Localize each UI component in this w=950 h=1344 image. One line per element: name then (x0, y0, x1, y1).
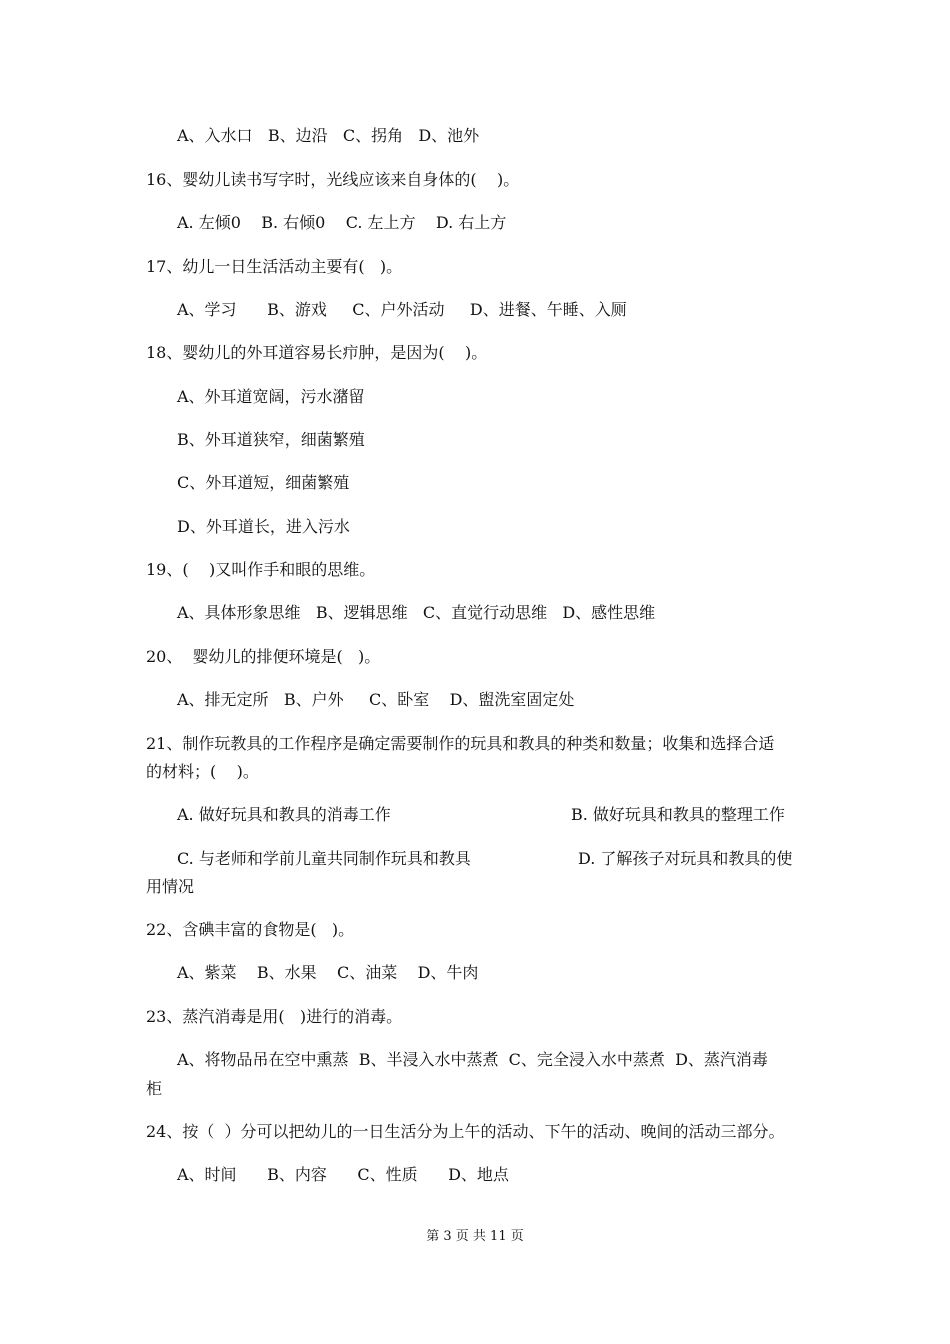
q15-options: A、入水口 B、边沿 C、拐角 D、池外 (177, 126, 480, 145)
q23-options-line2: 柜 (146, 1079, 163, 1098)
q21-stem-line1: 21、制作玩教具的工作程序是确定需要制作的玩具和教具的种类和数量；收集和选择合适 (146, 734, 775, 753)
q21-option-b: B. 做好玩具和教具的整理工作 (571, 805, 785, 824)
q19-stem: 19、( )又叫作手和眼的思维。 (146, 560, 376, 579)
q24-options: A、时间 B、内容 C、性质 D、地点 (177, 1165, 509, 1184)
q22-options: A、紫菜 B、水果 C、油菜 D、牛肉 (177, 963, 479, 982)
q18-stem: 18、婴幼儿的外耳道容易长疖肿，是因为( )。 (146, 343, 488, 362)
q22-stem: 22、含碘丰富的食物是( )。 (146, 920, 355, 939)
page-footer: 第 3 页 共 11 页 (426, 1229, 524, 1244)
q21-option-d-line2: 用情况 (146, 877, 195, 896)
q24-stem: 24、按（ ）分可以把幼儿的一日生活分为上午的活动、下午的活动、晚间的活动三部分。 (146, 1122, 785, 1141)
q16-options: A. 左倾0 B. 右倾0 C. 左上方 D. 右上方 (177, 213, 507, 232)
q20-options: A、排无定所 B、户外 C、卧室 D、盥洗室固定处 (177, 690, 575, 709)
q18-option-d: D、外耳道长，进入污水 (177, 517, 350, 536)
q18-option-c: C、外耳道短，细菌繁殖 (177, 473, 350, 492)
q17-stem: 17、幼儿一日生活活动主要有( )。 (146, 257, 403, 276)
q21-stem-line2: 的材料；( )。 (146, 762, 259, 781)
q21-option-a: A. 做好玩具和教具的消毒工作 (177, 805, 391, 824)
q21-option-d-line1: D. 了解孩子对玩具和教具的使 (578, 849, 793, 868)
q21-option-c: C. 与老师和学前儿童共同制作玩具和教具 (177, 849, 471, 868)
q18-option-b: B、外耳道狭窄，细菌繁殖 (177, 430, 365, 449)
q23-options-line1: A、将物品吊在空中熏蒸 B、半浸入水中蒸煮 C、完全浸入水中蒸煮 D、蒸汽消毒 (177, 1050, 768, 1069)
q17-options: A、学习 B、游戏 C、户外活动 D、进餐、午睡、入厕 (177, 300, 627, 319)
q23-stem: 23、蒸汽消毒是用( )进行的消毒。 (146, 1007, 403, 1026)
q20-stem: 20、 婴幼儿的排便环境是( )。 (146, 647, 381, 666)
q18-option-a: A、外耳道宽阔，污水潴留 (177, 387, 365, 406)
q19-options: A、具体形象思维 B、逻辑思维 C、直觉行动思维 D、感性思维 (177, 603, 656, 622)
q16-stem: 16、婴幼儿读书写字时，光线应该来自身体的( )。 (146, 170, 520, 189)
